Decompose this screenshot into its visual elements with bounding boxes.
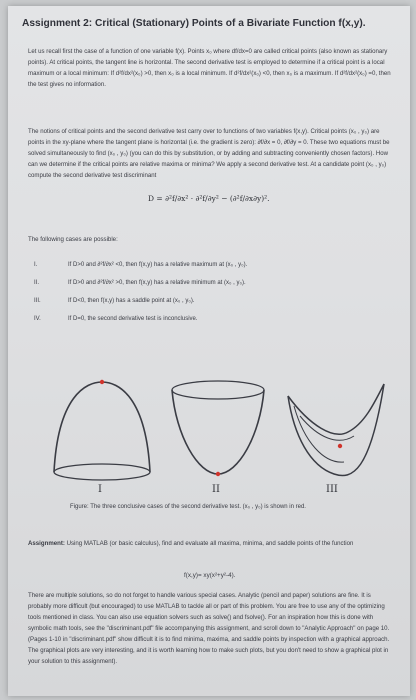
case-item (34, 298, 195, 304)
maximum-surface (54, 380, 150, 480)
document-title: Assignment 2: Critical (Stationary) Points of a Bivariate Function f(x,y). (22, 18, 366, 29)
figure-label-i: I (98, 484, 102, 495)
figure-label-ii: II (212, 484, 220, 495)
case-number: I. (34, 262, 38, 268)
document-page (8, 6, 410, 696)
function-definition: f(x,y)= xy(x²+y²-4). (184, 572, 236, 579)
assignment-label: Assignment: (28, 540, 65, 547)
saddle-point-marker (338, 444, 342, 448)
discriminant-formula: D = ∂²f/∂x² · ∂²f/∂y² − (∂²f/∂x∂y)². (148, 194, 270, 203)
case-item (34, 262, 247, 268)
cases-intro: The following cases are possible: (28, 236, 118, 243)
case-number: III. (34, 298, 41, 304)
case-text: If D=0, the second derivative test is inconclusive. (68, 316, 198, 322)
assignment-text: Using MATLAB (or basic calculus), find and evaluate all maxima, minima, and saddle points of the function (66, 540, 354, 547)
critical-points-figure (48, 376, 388, 486)
figure-label-iii: III (326, 484, 338, 495)
saddle-surface (288, 384, 384, 476)
closing-paragraph: There are multiple solutions, so do not forget to handle various special cases. Analytic (pencil and paper) solutions are fine. It is probably more difficult (but encouraged) to use MATLAB to tackle all or part of this problem. You are free to use any of the optimizing tools mentioned in class. You can also use equation solvers such as solve() and fsolve(). For an inspiration how this is done with symbolic math tools, see the "discriminant.pdf" file accompanying this assignment, and scroll down to "Analytic Approach" on page 10. (Pages 1-10 in "discriminant.pdf" show difficult it is to find minima, maxima, and saddle points by inspection with a graphical approach. The graphical plots are very interesting, and it is worth learning how to make such plots, but you don't need to show a graphical plot in your solution to this assignment). (28, 592, 390, 665)
case-item (34, 280, 246, 286)
minimum-point-marker (216, 472, 220, 476)
case-text: If D>0 and ∂²f/∂x² >0, then f(x,y) has a relative minimum at (x₀ , y₀). (68, 280, 246, 286)
case-number: II. (34, 280, 40, 286)
figure-caption: Figure: The three conclusive cases of the second derivative test. (x₀ , y₀) is shown in red. (70, 504, 306, 510)
case-text: If D>0 and ∂²f/∂x² <0, then f(x,y) has a relative maximum at (x₀ , y₀). (68, 262, 248, 268)
case-text: If D<0, then f(x,y) has a saddle point at (x₀ , y₀). (68, 298, 195, 304)
minimum-surface (172, 381, 264, 476)
case-item (34, 316, 198, 322)
bivariate-paragraph: The notions of critical points and the second derivative test carry over to functions of two variables f(x,y). Critical points (x₀ , y₀) are points in the xy-plane where the tangent plane is horizontal (i.e. the gradient is zero): ∂f/∂x = 0, ∂f/∂y = 0. These two equations must be solved simultaneously to find (x₀ , y₀) (you can do this by substitution, or by adding and subtracting conveniently chosen factors). How can we determine if the critical points are relative maxima or minima? We apply a second derivative test. At a candidate point (x₀ , y₀) compute the second derivative test discriminant (28, 128, 390, 179)
discriminant-equation (148, 194, 308, 222)
maximum-point-marker (100, 380, 104, 384)
case-number: IV. (34, 316, 41, 322)
intro-paragraph: Let us recall first the case of a function of one variable f(x). Points x₀ where df/dx=0 are called critical points (also known as stationary points). At critical points, the tangent line is horizontal. The second derivative test is employed to determine if a critical point is a local maximum or a local minimum: If d²f/dx²(x₀) >0, then x₀ is a local minimum. If d²f/dx²(x₀) <0, then x₀ is a maximum. If d²f/dx²(x₀) =0, then the test gives no information. (28, 48, 391, 88)
assignment-paragraph (28, 538, 392, 549)
